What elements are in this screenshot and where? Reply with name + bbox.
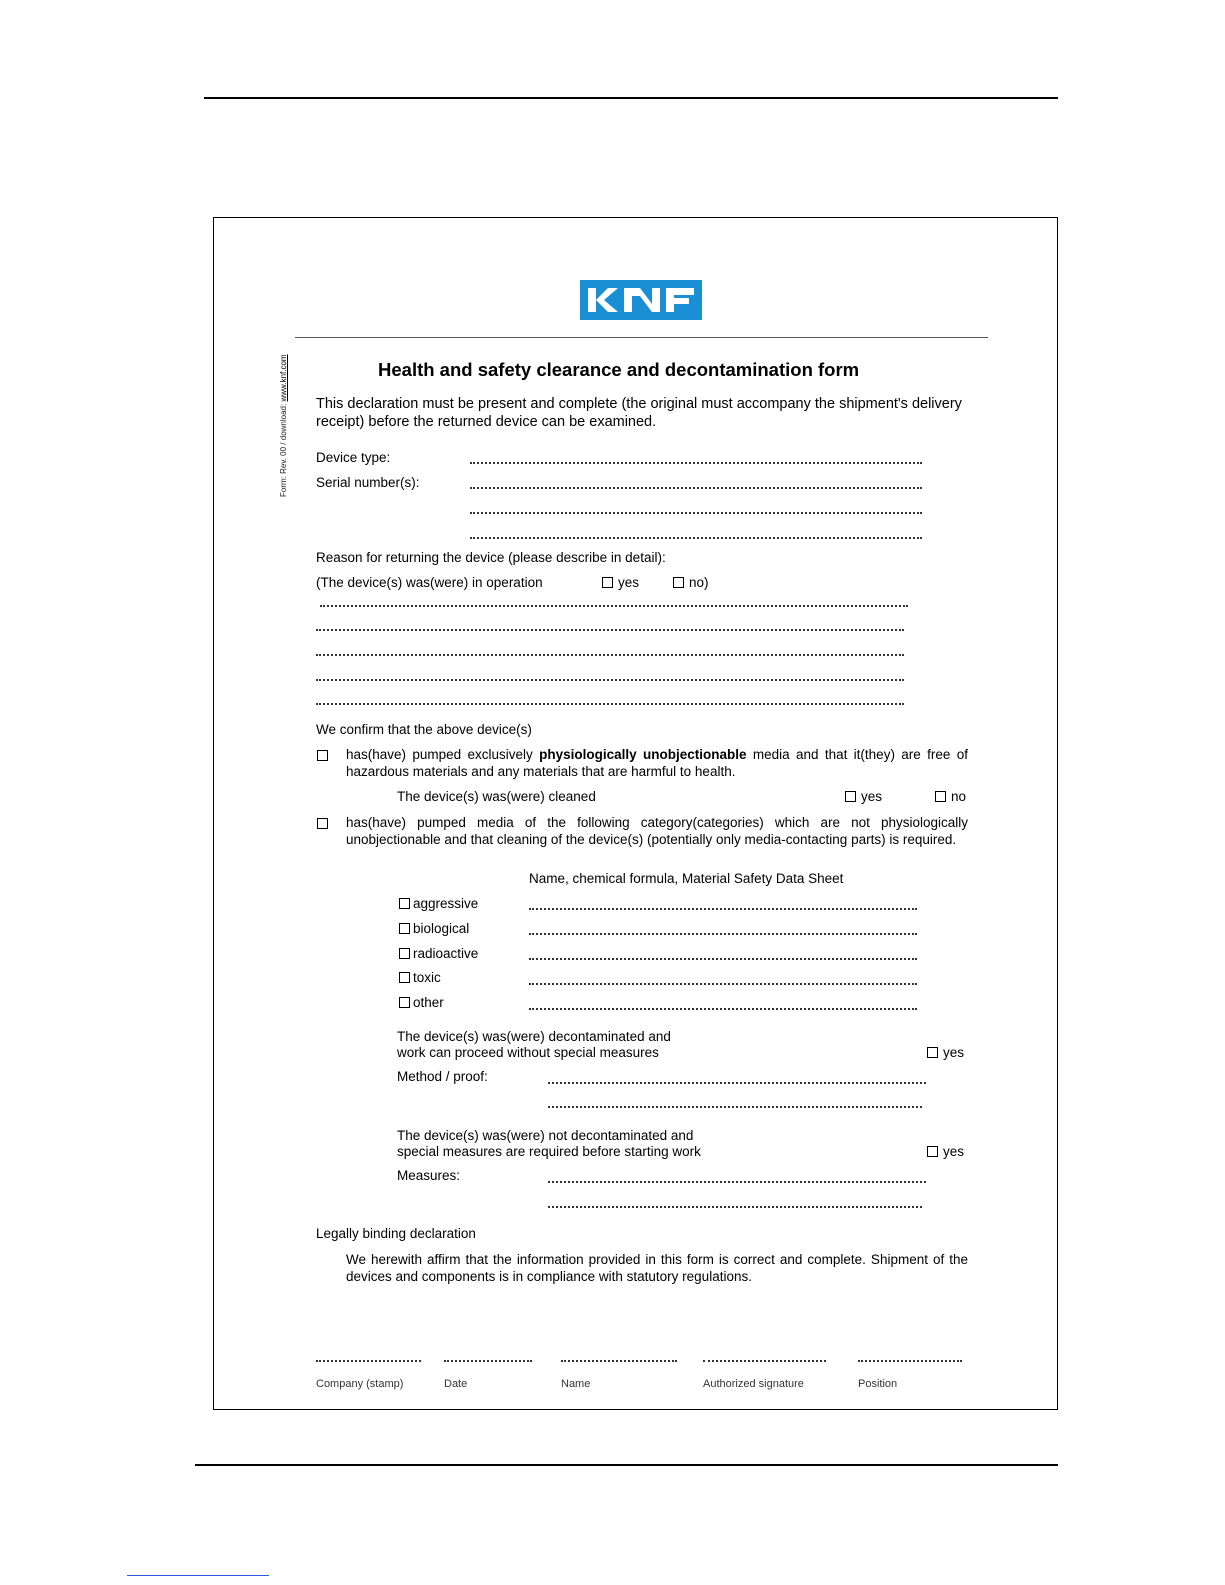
operation-no-label: no) (689, 575, 709, 590)
position-field[interactable] (858, 1360, 962, 1362)
checkbox-icon[interactable] (399, 997, 410, 1008)
name-field[interactable] (561, 1360, 677, 1362)
decon-yes-label: yes (943, 1045, 965, 1060)
checkbox-icon[interactable] (399, 948, 410, 959)
category-label: other (413, 995, 444, 1010)
reason-label: Reason for returning the device (please describe in detail): (316, 550, 666, 565)
category-aggressive-field[interactable] (529, 908, 917, 910)
side-note (279, 354, 288, 497)
cleaned-yes-label: yes (861, 789, 883, 804)
legal-text: We herewith affirm that the information provided in this form is correct and complete. Shipment of the devices and components is in compliance with statutory regulations. (346, 1252, 968, 1284)
operation-yes[interactable] (602, 575, 639, 590)
option1-checkbox[interactable] (317, 750, 328, 761)
signature-label-name: Name (561, 1378, 591, 1390)
checkbox-icon[interactable] (935, 791, 946, 802)
category-label: aggressive (413, 896, 479, 911)
serial-number-field-1[interactable] (470, 487, 922, 489)
legal-heading: Legally binding declaration (316, 1226, 476, 1241)
reason-line-2[interactable] (316, 629, 904, 631)
decon-line-2: work can proceed without special measures (397, 1045, 659, 1060)
category-aggressive[interactable] (399, 896, 478, 911)
serial-number-field-3[interactable] (470, 537, 922, 539)
checkbox-icon[interactable] (927, 1047, 938, 1058)
category-radioactive-field[interactable] (529, 958, 917, 960)
decon-line-1: The device(s) was(were) decontaminated and (397, 1029, 671, 1044)
notdecon-yes-label: yes (943, 1144, 965, 1159)
device-type-label: Device type: (316, 450, 391, 465)
signature-label-company: Company (stamp) (316, 1378, 404, 1390)
decon-yes[interactable] (927, 1045, 964, 1060)
checkbox-icon[interactable] (399, 972, 410, 983)
option2-checkbox[interactable] (317, 818, 328, 829)
measures-field-1[interactable] (548, 1181, 926, 1183)
category-radioactive[interactable] (399, 946, 478, 961)
notdecon-yes[interactable] (927, 1144, 964, 1159)
measures-label: Measures: (397, 1168, 461, 1183)
checkbox-icon[interactable] (399, 923, 410, 934)
option2-text: has(have) pumped media of the following category(categories) which are not physiologically unobjectionable and that cleaning of the device(s) (potentially only media-contacting parts) is required. (346, 815, 968, 847)
serial-number-label: Serial number(s): (316, 475, 420, 490)
side-note-prefix: Form: Rev. 00 / download: (279, 401, 288, 497)
confirm-heading: We confirm that the above device(s) (316, 722, 532, 737)
checkbox-icon[interactable] (399, 898, 410, 909)
date-field[interactable] (444, 1360, 532, 1362)
category-toxic[interactable] (399, 970, 441, 985)
cleaned-no[interactable] (935, 789, 966, 804)
category-other[interactable] (399, 995, 444, 1010)
category-label: biological (413, 921, 470, 936)
header-rule (204, 97, 1058, 99)
cleaned-no-label: no (951, 789, 967, 804)
category-toxic-field[interactable] (529, 983, 917, 985)
logo-divider (295, 337, 988, 338)
signature-label-position: Position (858, 1378, 898, 1390)
form-title: Health and safety clearance and decontamination form (378, 359, 860, 380)
company-stamp-field[interactable] (316, 1360, 421, 1362)
cleaned-label: The device(s) was(were) cleaned (397, 789, 596, 804)
measures-field-2[interactable] (548, 1206, 922, 1208)
operation-label: (The device(s) was(were) in operation (316, 575, 543, 590)
checkbox-icon[interactable] (845, 791, 856, 802)
operation-no[interactable] (673, 575, 709, 590)
reason-line-1[interactable] (320, 605, 908, 607)
footer-link-underline[interactable] (127, 1575, 269, 1576)
notdecon-line-2: special measures are required before starting work (397, 1144, 701, 1159)
authorized-signature-field[interactable] (703, 1360, 826, 1362)
category-other-field[interactable] (529, 1008, 917, 1010)
intro-text: This declaration must be present and complete (the original must accompany the shipment's delivery receipt) before the returned device can be examined. (316, 396, 962, 430)
method-label: Method / proof: (397, 1069, 488, 1084)
checkbox-icon[interactable] (673, 577, 684, 588)
knf-logo (580, 280, 702, 320)
footer-rule (195, 1464, 1058, 1466)
reason-line-5[interactable] (316, 703, 904, 705)
reason-line-4[interactable] (316, 679, 904, 681)
notdecon-line-1: The device(s) was(were) not decontaminated and (397, 1128, 694, 1143)
reason-line-3[interactable] (316, 654, 904, 656)
option1-pre: has(have) pumped exclusively (346, 747, 540, 762)
checkbox-icon[interactable] (602, 577, 613, 588)
method-field-2[interactable] (548, 1106, 922, 1108)
category-label: toxic (413, 970, 441, 985)
category-biological[interactable] (399, 921, 469, 936)
signature-label-authorized: Authorized signature (703, 1378, 804, 1390)
option1-bold: physiologically unobjectionable (539, 747, 747, 762)
checkbox-icon[interactable] (927, 1146, 938, 1157)
method-field-1[interactable] (548, 1082, 926, 1084)
cleaned-yes[interactable] (845, 789, 882, 804)
category-label: radioactive (413, 946, 479, 961)
option1-text (346, 746, 968, 780)
device-type-field[interactable] (470, 462, 922, 464)
side-note-link[interactable]: www.knf.com (279, 354, 288, 402)
category-biological-field[interactable] (529, 933, 917, 935)
name-header: Name, chemical formula, Material Safety Data Sheet (529, 871, 844, 886)
signature-label-date: Date (444, 1378, 468, 1390)
operation-yes-label: yes (618, 575, 640, 590)
option1-post: media and that it(they) are free of hazardous materials and any materials that are harmful to health. (346, 747, 969, 779)
serial-number-field-2[interactable] (470, 512, 922, 514)
